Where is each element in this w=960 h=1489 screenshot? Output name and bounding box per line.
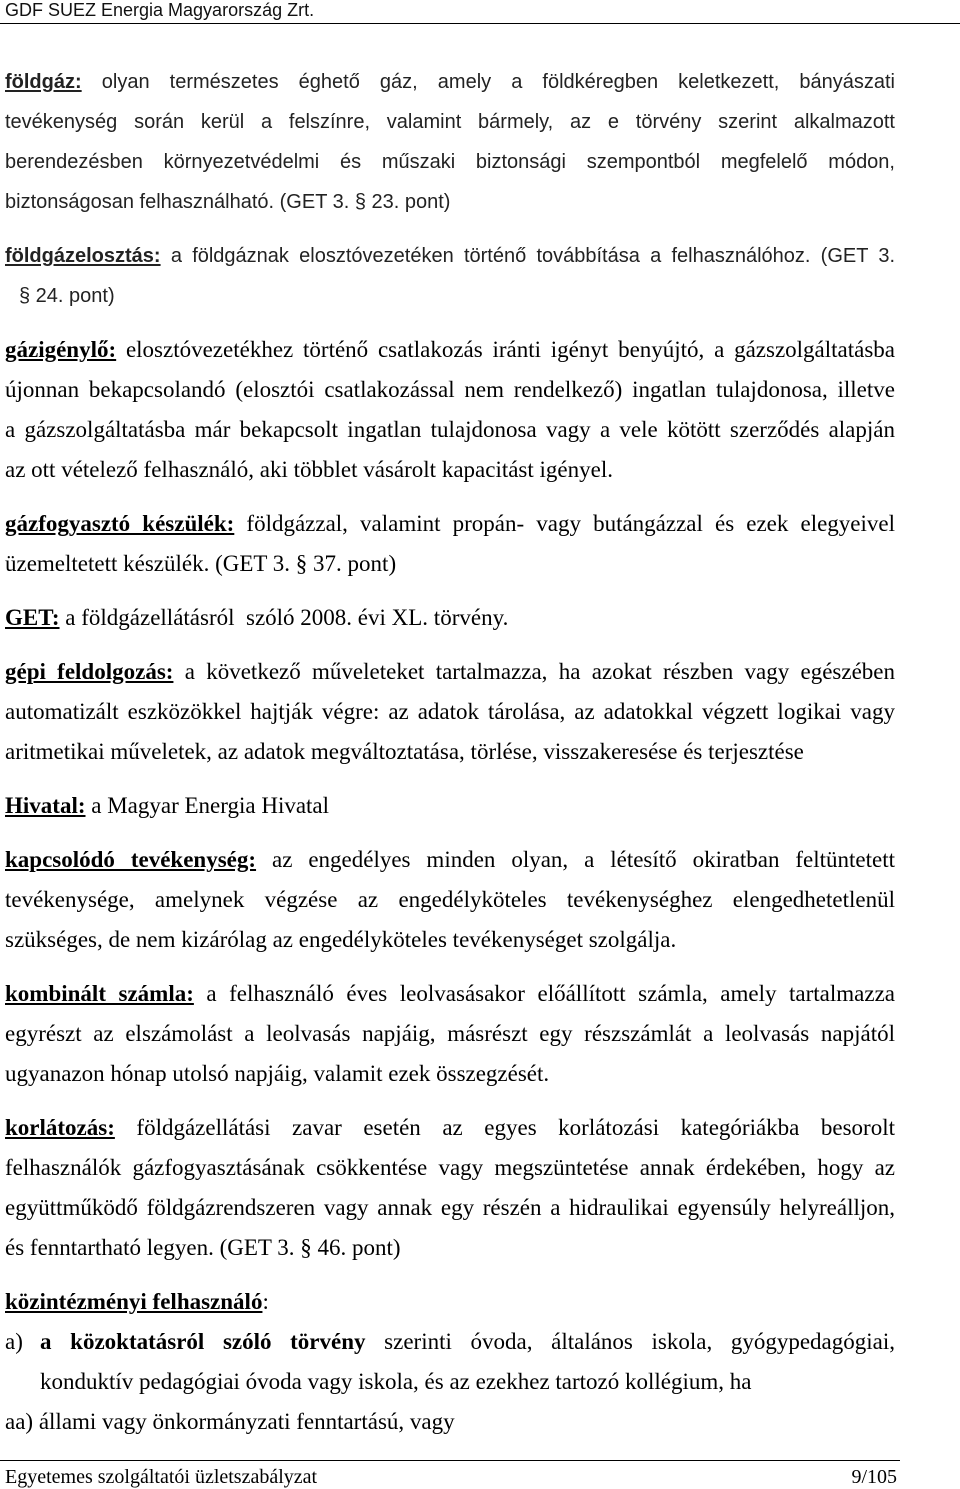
term-kozintezmenyi-felhasznalo: közintézményi felhasználó — [5, 1289, 263, 1314]
definition-text: a következő műveleteket tartalmazza, ha azokat részben vagy egészében — [184, 659, 895, 684]
definition-line: berendezésben környezetvédelmi és műszaki biztonsági szempontból megfelelő módon, — [5, 151, 895, 173]
definition-text: olyan természetes éghető gáz, amely a földkéregben keletkezett, bányászati — [101, 71, 896, 93]
definition-line — [5, 330, 895, 370]
definition-line — [5, 652, 895, 692]
definition-line: a gázszolgáltatásba már bekapcsolt ingatlan tulajdonosa vagy a vele kötött szerződés alapján — [5, 417, 895, 442]
definition-text: a felhasználó éves leolvasásakor előállított számla, amely tartalmazza — [206, 981, 895, 1006]
definition-text: földgázzal, valamint propán- vagy butángázzal és ezek elegyeivel — [246, 511, 895, 536]
definition-line — [40, 1322, 895, 1362]
term-gazigenylo: gázigénylő: — [5, 337, 117, 362]
term-colon: : — [262, 1289, 269, 1314]
definition-foldgazelosztas — [5, 236, 895, 316]
definition-kapcsolodo-tevekenyseg — [5, 840, 895, 960]
definition-line: újonnan bekapcsolandó (elosztói csatlakozással nem rendelkező) ingatlan tulajdonosa, illetve — [5, 377, 895, 402]
definition-korlatozas — [5, 1108, 895, 1268]
definition-text: szerinti óvoda, általános iskola, gyógypedagógiai, — [384, 1329, 896, 1354]
footer-document-title: Egyetemes szolgáltatói üzletszabályzat — [5, 1466, 318, 1488]
term-hivatal: Hivatal: — [5, 793, 86, 818]
definition-gazigenylo — [5, 330, 895, 490]
definition-line — [5, 62, 895, 102]
definition-gepi-feldolgozas — [5, 652, 895, 772]
definition-line — [5, 974, 895, 1014]
definition-get — [5, 598, 895, 638]
definition-text: a földgázellátásról szóló 2008. évi XL. törvény. — [65, 605, 509, 630]
definition-text: az engedélyes minden olyan, a létesítő okiratban feltüntetett — [271, 847, 895, 872]
header-rule — [0, 23, 960, 24]
law-name: a közoktatásról szóló törvény — [40, 1329, 366, 1354]
definition-foldgaz — [5, 62, 895, 222]
definition-line: tevékenység során kerül a felszínre, valamint bármely, az e törvény szerint alkalmazott — [5, 111, 895, 133]
term-get: GET: — [5, 605, 60, 630]
definition-text: a földgáznak elosztóvezetéken történő továbbítása a felhasználóhoz. (GET 3. — [170, 245, 896, 267]
definition-line: tevékenysége, amelynek végzése az engedélyköteles tevékenységhez elengedhetetlenül — [5, 887, 895, 912]
definition-kombinalt-szamla — [5, 974, 895, 1094]
definition-text: állami vagy önkormányzati fenntartású, vagy — [38, 1409, 455, 1434]
list-item — [5, 1322, 895, 1402]
term-kombinalt-szamla: kombinált számla: — [5, 981, 194, 1006]
definition-line: biztonságosan felhasználható. (GET 3. § 23. pont) — [5, 191, 451, 213]
footer-rule — [0, 1460, 900, 1461]
definition-line: szükséges, de nem kizárólag az engedélyköteles tevékenységet szolgálja. — [5, 927, 677, 952]
term-gazfogyaszto-keszulek: gázfogyasztó készülék: — [5, 511, 235, 536]
definition-line: az ott vételező felhasználó, aki többlet vásárolt kapacitást igényel. — [5, 457, 613, 482]
definition-line — [5, 504, 895, 544]
definition-line: felhasználók gázfogyasztásának csökkentése vagy megszüntetése annak érdekében, hogy az — [5, 1155, 895, 1180]
definition-text: elosztóvezetékhez történő csatlakozás iránti igényt benyújtó, a gázszolgáltatásba — [125, 337, 896, 362]
definition-line: ugyanazon hónap utolsó napjáig, valamit ezek összegzését. — [5, 1061, 550, 1086]
definition-line: üzemeltetett készülék. (GET 3. § 37. pont) — [5, 551, 397, 576]
list-item — [5, 1402, 895, 1442]
definition-line: egyrészt az elszámolást a leolvasás napjáig, másrészt egy részszámlát a leolvasás napjától — [5, 1021, 895, 1046]
list-item-label: aa) — [5, 1409, 34, 1434]
definition-line — [5, 786, 895, 826]
definition-line: automatizált eszközökkel hajtják végre: az adatok tárolása, az adatokkal végzett logikai vagy — [5, 699, 895, 724]
term-gepi-feldolgozas: gépi feldolgozás: — [5, 659, 174, 684]
definition-line — [5, 1108, 895, 1148]
definition-line — [5, 1282, 895, 1322]
definition-text: a Magyar Energia Hivatal — [91, 793, 330, 818]
term-foldgazelosztas: földgázelosztás: — [5, 245, 161, 267]
definition-line: együttműködő földgázrendszeren vagy annak egy részén a hidraulikai egyensúly helyreálljon, — [5, 1195, 895, 1220]
list-item-label: a) — [5, 1329, 23, 1354]
definition-line: és fenntartható legyen. (GET 3. § 46. pont) — [5, 1235, 401, 1260]
definition-line: aritmetikai műveletek, az adatok megváltoztatása, törlése, visszakeresése és terjesztése — [5, 739, 804, 764]
definition-gazfogyaszto-keszulek — [5, 504, 895, 584]
term-kapcsolodo-tevekenyseg: kapcsolódó tevékenység: — [5, 847, 257, 872]
definition-text: földgázellátási zavar esetén az egyes korlátozási kategóriákba besorolt — [136, 1115, 896, 1140]
definition-line: § 24. pont) — [19, 285, 115, 307]
definition-kozintezmenyi-felhasznalo — [5, 1282, 895, 1442]
term-foldgaz: földgáz: — [5, 71, 82, 93]
definition-line — [5, 598, 895, 638]
glossary-content — [5, 62, 895, 1442]
definition-line — [5, 236, 895, 276]
definition-line — [5, 840, 895, 880]
page-header-company: GDF SUEZ Energia Magyarország Zrt. — [5, 0, 315, 20]
definition-line: konduktív pedagógiai óvoda vagy iskola, és az ezekhez tartozó kollégium, ha — [40, 1369, 752, 1394]
page-number: 9/105 — [851, 1466, 897, 1488]
definition-hivatal — [5, 786, 895, 826]
term-korlatozas: korlátozás: — [5, 1115, 115, 1140]
